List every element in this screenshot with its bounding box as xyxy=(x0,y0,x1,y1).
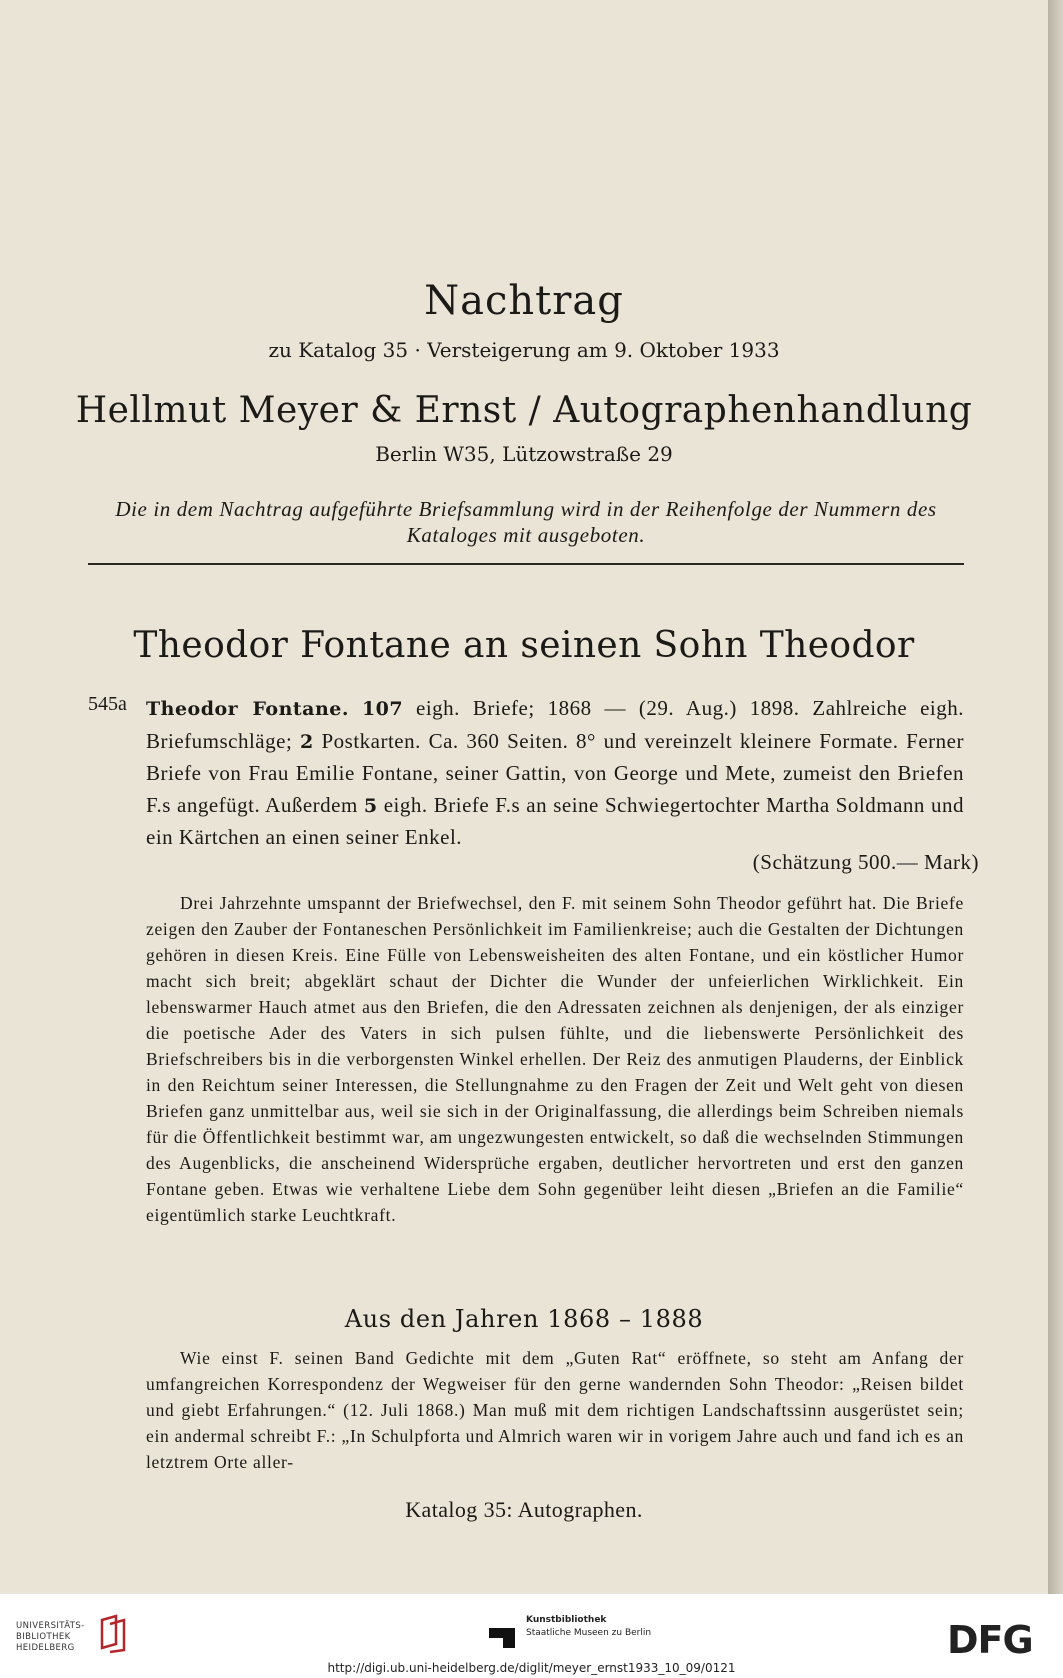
uni-logo-line2: BIBLIOTHEK xyxy=(16,1632,71,1642)
lot-text-3: eigh. Briefe F.s an seine Schwiegertochter Martha Soldmann und ein Kärtchen an einen seiner Enkel. xyxy=(146,792,964,849)
description-paragraph: Drei Jahrzehnte umspannt der Briefwechsel, den F. mit seinem Sohn Theodor geführt hat. Die Briefe zeigen den Zauber der Fontaneschen Persönlichkeit im Familienkreise; auch die Gestalten der Dichtungen gehören in diesen Kreis. Eine Fülle von Lebensweisheiten des alten Fontane, und ein köstlicher Humor macht sich breit; abgeklärt schaut der Dichter die Wunder der unfeierlichen Wirklichkeit. Ein lebenswarmer Hauch atmet aus den Briefen, die den Adressaten zeichnen als denjenigen, der als einziger die poetische Ader des Vaters in sich pulsen fühlte, und die liebenswerte Persönlichkeit des Briefschreibers bis in die verborgensten Winkel erhellen. Der Reiz des anmutigen Plauderns, der Einblick in den Reichtum seiner Interessen, die Stellungnahme zu den Fragen der Zeit und Welt geht von diesen Briefen ganz unmittelbar aus, weil sie sich in der Originalfassung, die allerdings beim Schreiben niemals für die Öffentlichkeit bestimmt war, am ungezwungesten entwickelt, so daß die wechselnden Stimmungen des Augenblicks, die anscheinend Widersprüche ergaben, deutlicher hervortreten und erst den ganzen Fontane geben. Etwas wie verhaltene Liebe dem Sohn gegenüber leiht diesen „Briefen an die Familie“ eigentümlich starke Leuchtkraft. xyxy=(146,893,964,1225)
page-footer: Katalog 35: Autographen. xyxy=(405,1497,643,1522)
section-title: Theodor Fontane an seinen Sohn Theodor xyxy=(133,625,915,666)
page-title: Nachtrag xyxy=(424,278,624,324)
sub-heading: Aus den Jahren 1868 – 1888 xyxy=(344,1305,704,1333)
lot-text-1: eigh. Briefe; 1868 — (29. Aug.) 1898. Zahlreiche eigh. Briefumschläge; xyxy=(146,696,965,753)
uni-logo-line1: UNIVERSITÄTS- xyxy=(16,1621,85,1631)
university-library-logo xyxy=(16,1621,85,1654)
lot-author: Theodor Fontane. xyxy=(146,698,350,720)
lot-number: 545a xyxy=(88,693,127,715)
lot-description xyxy=(146,693,964,854)
kunstbibliothek-label xyxy=(526,1614,651,1640)
firm-name: Hellmut Meyer & Ernst / Autographenhandlung xyxy=(75,390,973,431)
extra-letter-count: 5 xyxy=(363,794,378,817)
lot-text-2: Postkarten. Ca. 360 Seiten. 8° und vereinzelt kleinere Formate. Ferner Briefe von Frau Emilie Fontane, seiner Gattin, von George und Mete, zumeist den Briefen F.s angefügt. Außerdem xyxy=(146,728,964,817)
kunstbibliothek-logo-icon xyxy=(487,1618,517,1650)
source-url[interactable]: http://digi.ub.uni-heidelberg.de/diglit/meyer_ernst1933_10_09/0121 xyxy=(327,1661,736,1675)
page-edge xyxy=(1048,0,1063,1594)
dfg-logo: DFG xyxy=(947,1618,1033,1662)
price-estimate: (Schätzung 500.— Mark) xyxy=(752,850,979,874)
catalog-subline: zu Katalog 35 · Versteigerung am 9. Oktober 1933 xyxy=(268,338,780,362)
auction-notice: Die in dem Nachtrag aufgeführte Briefsammlung wird in der Reihenfolge der Nummern des Kataloges mit ausgeboten. xyxy=(115,497,937,547)
postcard-count: 2 xyxy=(300,730,314,753)
continuation-paragraph: Wie einst F. seinen Band Gedichte mit dem „Guten Rat“ eröffnete, so steht am Anfang der umfangreichen Korrespondenz der Wegweiser für den gerne wandernden Sohn Theodor: „Reisen bildet und giebt Erfahrungen.“ (12. Juli 1868.) Man muß mit dem richtigen Landschaftssinn ausgerüstet sein; ein andermal schreibt F.: „In Schulpforta und Almrich waren wir in vorigem Jahre auch und fand ich es an letztrem Orte aller- xyxy=(146,1348,964,1472)
kb-name: Kunstbibliothek xyxy=(526,1615,607,1625)
uni-logo-line3: HEIDELBERG xyxy=(16,1643,75,1653)
kb-institution: Staatliche Museen zu Berlin xyxy=(526,1628,652,1638)
university-mark-icon xyxy=(98,1614,128,1654)
letter-count: 107 xyxy=(361,698,404,720)
divider-rule xyxy=(88,563,964,565)
firm-address: Berlin W35, Lützowstraße 29 xyxy=(375,442,673,466)
